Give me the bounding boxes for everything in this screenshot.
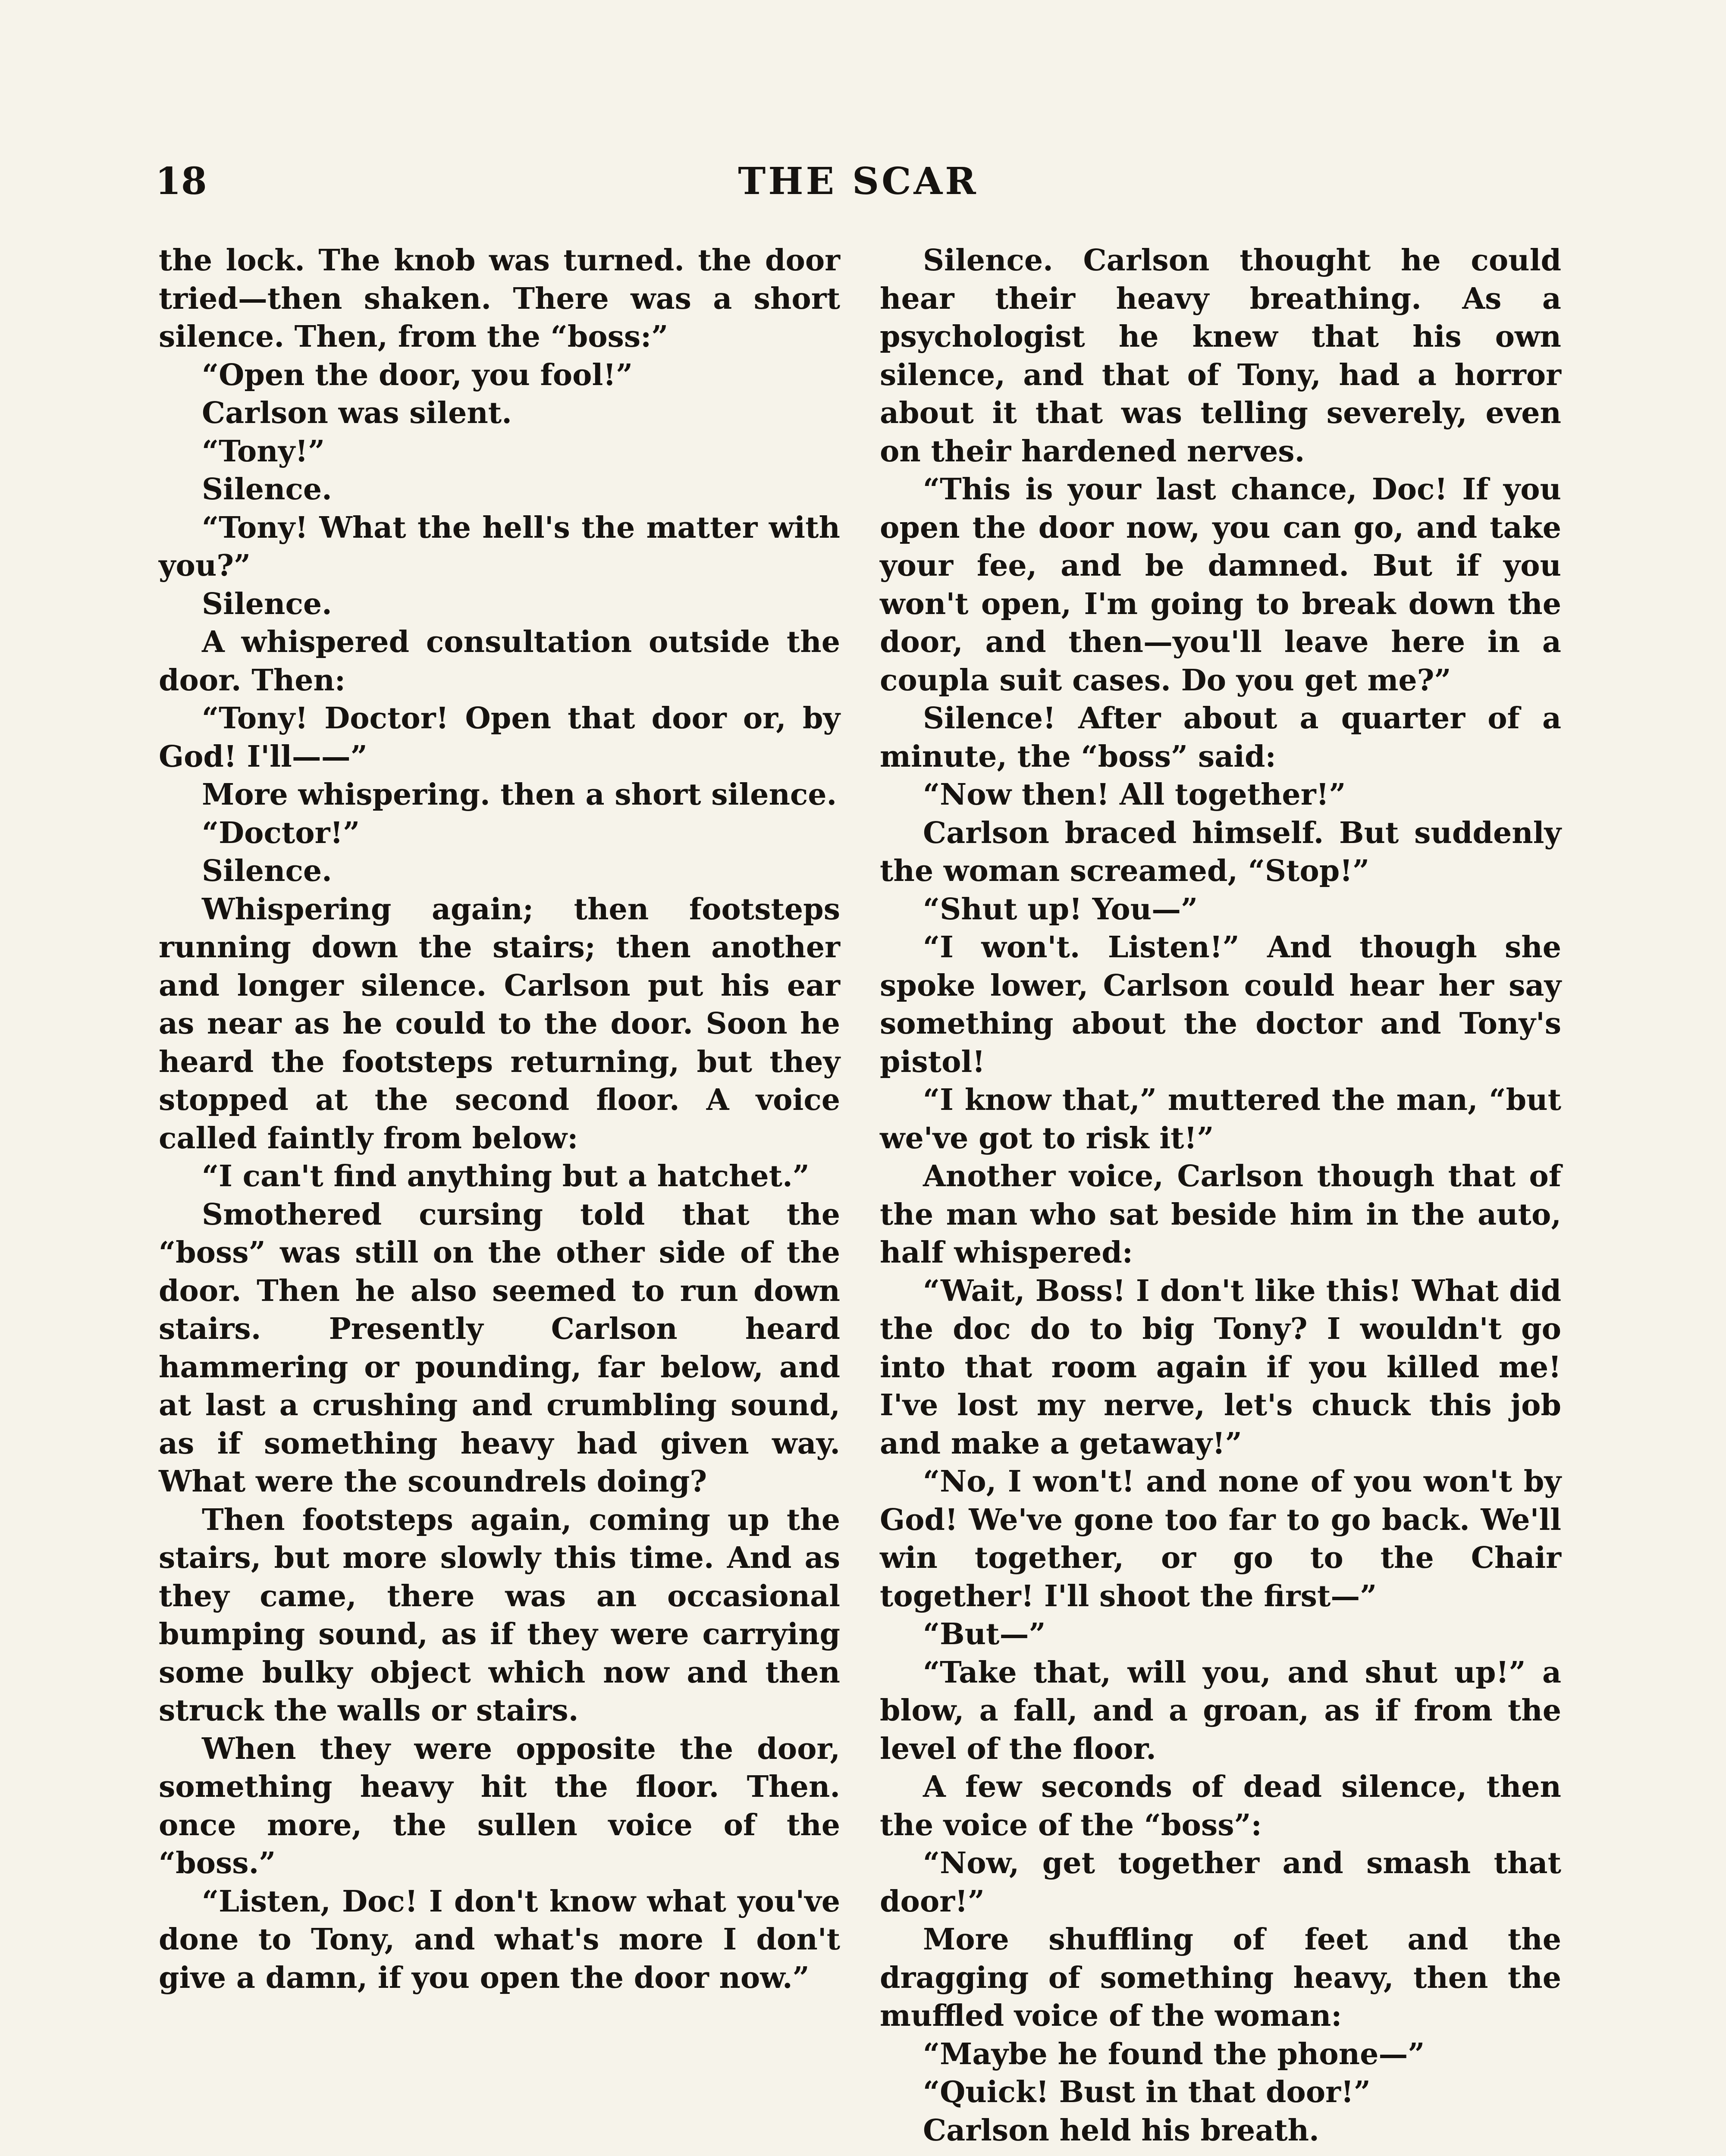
paragraph: “But—” <box>923 1617 1046 1651</box>
left-text-column <box>159 241 840 1997</box>
paragraph: “No, I won't! and none of you won't by God! We've gone too far to go back. We'll win together, or go to the Chair together! I'll shoot the first—” <box>880 1464 1561 1614</box>
paragraph: When they were opposite the door, something heavy hit the floor. Then. once more, the sullen voice of the “boss.” <box>159 1731 840 1880</box>
paragraph: “Tony! Doctor! Open that door or, by God! I'll——” <box>159 701 840 774</box>
paragraph: “Quick! Bust in that door!” <box>923 2075 1371 2109</box>
paragraph: Another voice, Carlson though that of the man who sat beside him in the auto, half whispered: <box>880 1159 1561 1270</box>
paragraph: “Maybe he found the phone—” <box>923 2037 1425 2071</box>
paragraph: “Now then! All together!” <box>923 777 1346 812</box>
paragraph: Silence. <box>202 472 332 507</box>
paragraph: Silence. <box>202 854 332 888</box>
paragraph: Silence. <box>202 586 332 621</box>
paragraph: “I know that,” muttered the man, “but we've got to risk it!” <box>880 1083 1561 1156</box>
page-number: 18 <box>155 160 207 203</box>
paragraph: More shuffling of feet and the dragging of something heavy, then the muffled voice of the woman: <box>880 1922 1561 2033</box>
paragraph: Then footsteps again, coming up the stairs, but more slowly this time. And as they came, there was an occasional bumping sound, as if they were carrying some bulky object which now and then struck the walls or stairs. <box>159 1502 840 1728</box>
paragraph: “This is your last chance, Doc! If you open the door now, you can go, and take your fee, and be damned. But if you won't open, I'm going to break down the door, and then—you'll leave here in a coupla suit cases. Do you get me?” <box>880 472 1561 698</box>
paragraph: Carlson was silent. <box>202 396 512 430</box>
paragraph: Carlson held his breath. <box>923 2113 1319 2148</box>
paragraph: “Shut up! You—” <box>923 892 1198 927</box>
paragraph: “Take that, will you, and shut up!” a blow, a fall, and a groan, as if from the level of the floor. <box>880 1655 1561 1766</box>
paragraph: “Doctor!” <box>202 815 360 850</box>
paragraph: “Now, get together and smash that door!” <box>880 1846 1561 1919</box>
paragraph: “Tony! What the hell's the matter with you?” <box>159 510 840 583</box>
running-title: THE SCAR <box>738 160 979 203</box>
paragraph: “Tony!” <box>202 434 325 469</box>
paragraph: Silence! After about a quarter of a minute, the “boss” said: <box>880 701 1561 774</box>
paragraph: the lock. The knob was turned. the door tried—then shaken. There was a short silence. Then, from the “boss:” <box>159 243 840 354</box>
paragraph: “I won't. Listen!” And though she spoke lower, Carlson could hear her say something about the doctor and Tony's pistol! <box>880 930 1561 1079</box>
paragraph: Whispering again; then footsteps running down the stairs; then another and longer silence. Carlson put his ear as near as he could to the door. Soon he heard the footsteps returning, but they stopped at the second floor. A voice called faintly from below: <box>159 892 840 1156</box>
paragraph: “Wait, Boss! I don't like this! What did the doc do to big Tony? I wouldn't go into that room again if you killed me! I've lost my nerve, let's chuck this job and make a getaway!” <box>880 1273 1561 1461</box>
paragraph: Silence. Carlson thought he could hear their heavy breathing. As a psychologist he knew that his own silence, and that of Tony, had a horror about it that was telling severely, even on their hardened nerves. <box>880 243 1561 469</box>
paragraph: “Listen, Doc! I don't know what you've done to Tony, and what's more I don't give a damn, if you open the door now.” <box>159 1884 840 1995</box>
paragraph: Smothered cursing told that the “boss” was still on the other side of the door. Then he also seemed to run down stairs. Presently Carlson heard hammering or pounding, far below, and at last a crushing and crumbling sound, as if something heavy had given way. What were the scoundrels doing? <box>159 1197 840 1499</box>
paragraph: A whispered consultation outside the door. Then: <box>159 625 840 698</box>
paragraph: A few seconds of dead silence, then the voice of the “boss”: <box>880 1770 1561 1843</box>
paragraph: Carlson braced himself. But suddenly the woman screamed, “Stop!” <box>880 815 1561 888</box>
paragraph: “Open the door, you fool!” <box>202 357 633 392</box>
paragraph: More whispering. then a short silence. <box>202 777 837 812</box>
paragraph: “I can't find anything but a hatchet.” <box>202 1159 810 1194</box>
right-text-column <box>880 241 1561 2150</box>
page-header <box>155 160 1561 207</box>
